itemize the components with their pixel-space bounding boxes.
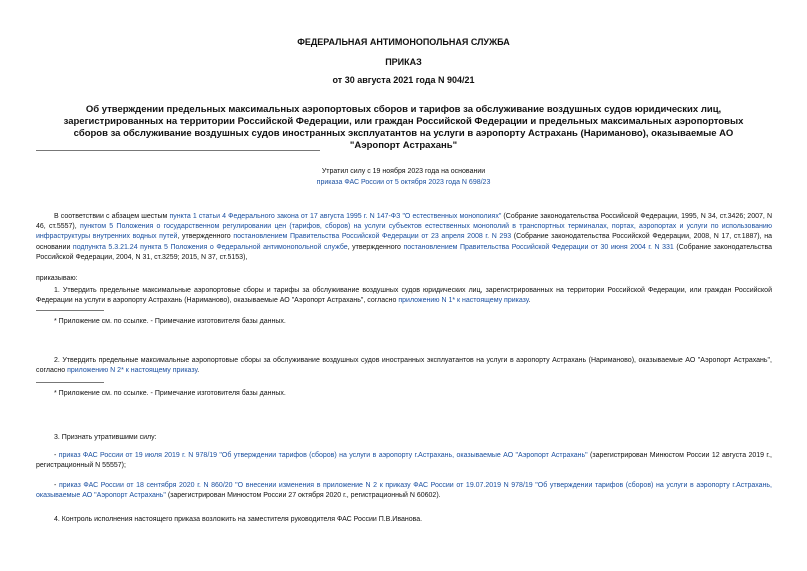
order-word: приказываю: (36, 275, 78, 282)
item-1 (36, 286, 772, 306)
item-3-sub-2 (36, 481, 772, 501)
link-government-decree-331[interactable]: постановлением Правительства Российской Федерации от 30 июня 2004 г. N 331 (403, 243, 674, 251)
preamble-paragraph (36, 212, 772, 263)
item-4: 4. Контроль исполнения настоящего приказа возложить на заместителя руководителя ФАС России П.В.Иванова. (54, 516, 423, 523)
separator-line (36, 150, 320, 151)
link-appendix-2[interactable]: приложению N 2* к настоящему приказу (67, 367, 198, 375)
link-federal-law[interactable]: пункта 1 статьи 4 Федерального закона от 17 августа 1995 г. N 147-ФЗ "О естественных монополиях" (169, 213, 502, 220)
item-3-sub-1 (36, 451, 772, 471)
link-regulation-point5[interactable]: пунктом 5 Положения о государственном регулировании цен (тарифов, сборов) на услуги субъектов естественных монополий в транспортных терминалах, портах, аэропортах и услуги по использованию инфраструктуры внутренних водных путей (36, 223, 773, 241)
document-title: Об утверждении предельных максимальных аэропортовых сборов и тарифов за обслуживание воздушных судов юридических лиц, зарегистрированных на территории Российской Федерации, или граждан Российской Федерации и предельных максимальных аэропортовых сборов за обслуживание воздушных судов иностранных эксплуатантов на услуги в аэропорту Астрахань (Нариманово), оказываемые АО "Аэропорт Астрахань" (63, 104, 744, 151)
preamble-text-5: , утвержденного (347, 243, 404, 251)
link-fas-regulation[interactable]: подпункта 5.3.21.24 пункта 5 Положения о Федеральной антимонопольной службе (72, 243, 348, 251)
link-order-978-19[interactable]: приказ ФАС России от 19 июля 2019 г. N 978/19 "Об утверждении тарифов (сборов) на услуги в аэропорту г.Астрахань, оказываемые АО "Аэропорт Астрахань" (58, 452, 588, 459)
item-1-end: . (528, 297, 531, 305)
preamble-text-3: , утвержденного (177, 233, 234, 241)
item-1-text: 1. Утвердить предельные максимальные аэропортовые сборы и тарифы за обслуживание воздушных судов юридических лиц, зарегистрированных на территории Российской Федерации, или граждан Российской Федерации на услуги в аэропорту Астрахань (Нариманово), оказываемые АО "Аэропорт Астрахань", согласно (36, 287, 772, 305)
preamble-text-6: (Собрание законодательства Российской Федерации, 2004, N 31, ст.3259; 2015, N 37, ст.5153), (36, 243, 772, 261)
footnote-separator-1 (36, 310, 104, 311)
link-order-860-20[interactable]: приказ ФАС России от 18 сентября 2020 г. N 860/20 "О внесении изменения в приложение N 2 к приказу ФАС России от 19.07.2019 N 978/19 "Об утверждении тарифов (сборов) на услуги в аэропорту г.Астрахань, оказываемые АО "Аэропорт Астрахань" (36, 482, 773, 500)
link-government-decree-293[interactable]: постановлением Правительства Российской Федерации от 23 апреля 2008 г. N 293 (233, 233, 512, 241)
agency-name: ФЕДЕРАЛЬНАЯ АНТИМОНОПОЛЬНАЯ СЛУЖБА (297, 37, 510, 47)
preamble-text-2: (Собрание законодательства Российской Федерации, 1995, N 34, ст.3426; 2007, N 46, ст.5557), (36, 213, 773, 231)
status-note-link[interactable]: приказа ФАС России от 5 октября 2023 года N 698/23 (316, 179, 491, 186)
item-3-heading: 3. Признать утратившими силу: (54, 434, 157, 441)
status-note (0, 166, 807, 188)
link-appendix-1[interactable]: приложению N 1* к настоящему приказу (398, 297, 529, 305)
item-3-sub-2-text: (зарегистрирован Минюстом России 27 октября 2020 г., регистрационный N 60602). (165, 492, 441, 500)
footnote-1: * Приложение см. по ссылке. - Примечание изготовителя базы данных. (54, 318, 286, 325)
preamble-text-1: В соответствии с абзацем шестым (54, 213, 170, 220)
item-2-text: 2. Утвердить предельные максимальные аэропортовые сборы за обслуживание воздушных судов иностранных эксплуатантов на услуги в аэропорту Астрахань (Нариманово), оказываемые АО "Аэропорт Астрахань", согласно (36, 357, 772, 375)
item-3-sub-1-dash: - (54, 452, 59, 459)
document-type: ПРИКАЗ (385, 57, 422, 67)
preamble-text-4: (Собрание законодательства Российской Федерации, 2008, N 17, ст.1887), на основании (36, 233, 772, 251)
item-2 (36, 356, 772, 376)
footnote-separator-2 (36, 382, 104, 383)
item-3-sub-1-text: (зарегистрирован Минюстом России 12 августа 2019 г., регистрационный N 55557); (36, 452, 773, 470)
footnote-2: * Приложение см. по ссылке. - Примечание изготовителя базы данных. (54, 390, 286, 397)
status-note-text: Утратил силу с 19 ноября 2023 года на основании (321, 168, 486, 175)
document-date-number: от 30 августа 2021 года N 904/21 (332, 75, 475, 85)
item-3-sub-2-dash: - (54, 482, 59, 489)
item-2-end: . (197, 367, 200, 375)
